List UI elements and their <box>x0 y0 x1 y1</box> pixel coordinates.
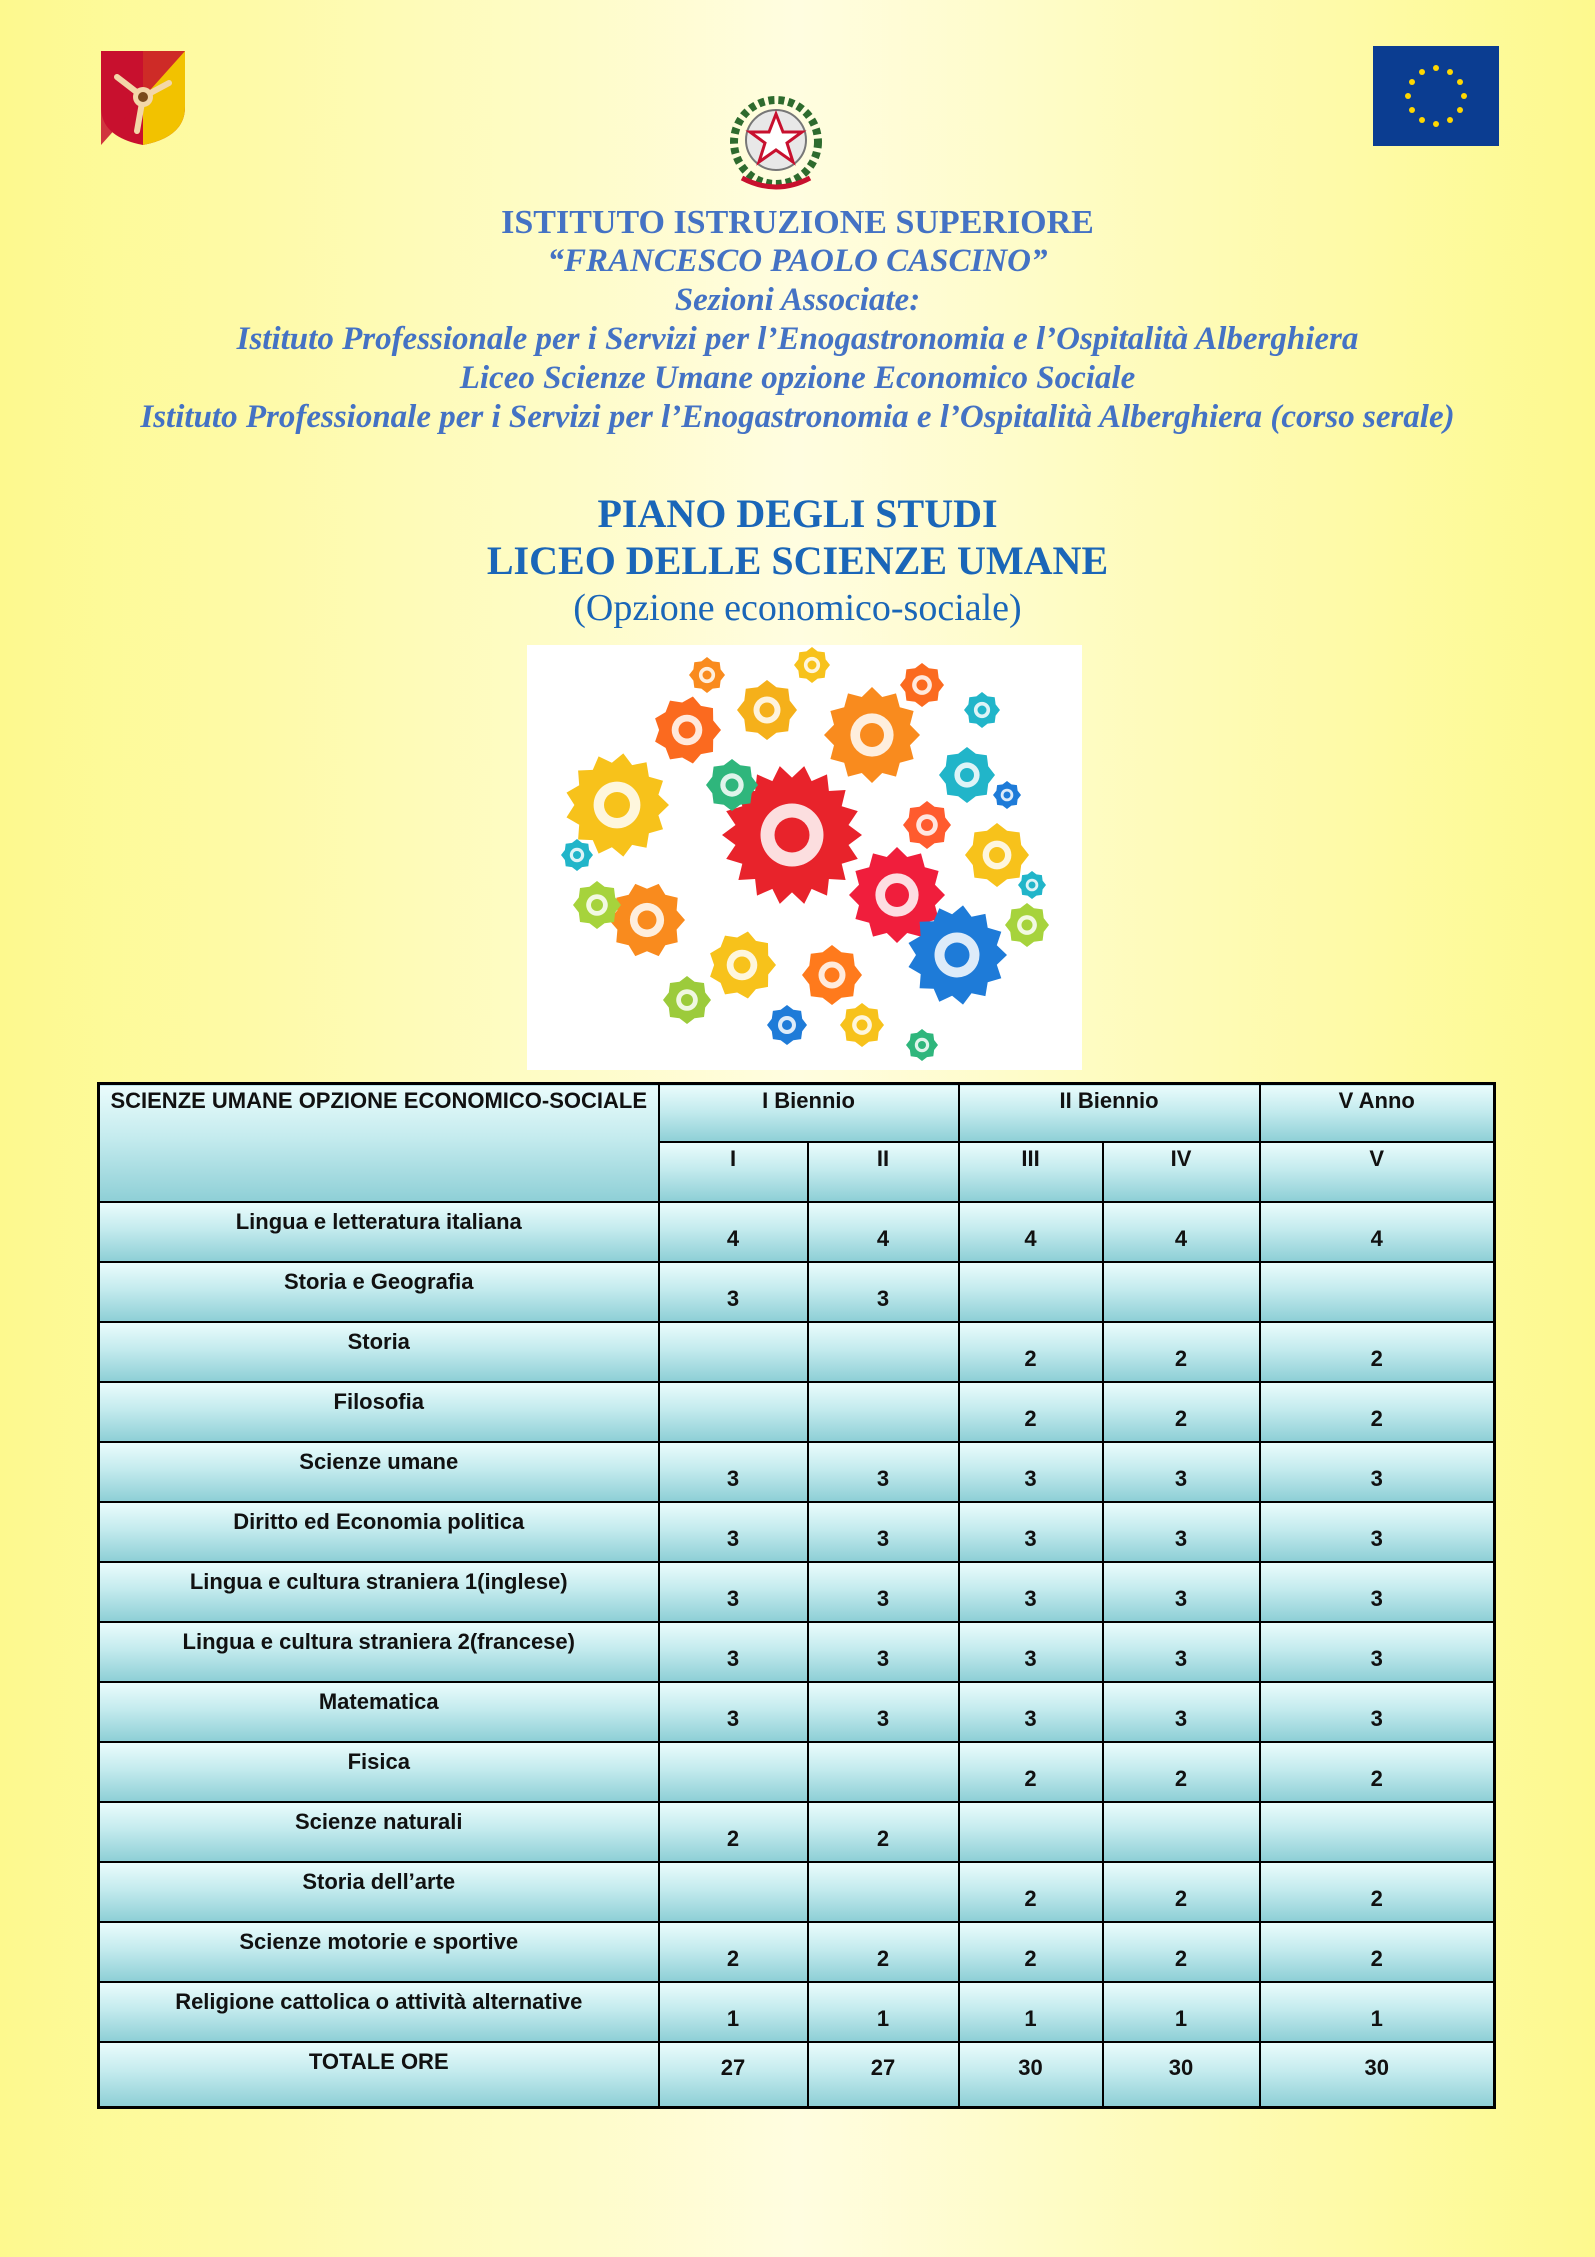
hours-cell: 2 <box>1103 1742 1260 1802</box>
table-row <box>99 1562 1495 1622</box>
sicily-region-logo-icon <box>97 47 189 147</box>
gear-center-icon <box>945 943 970 968</box>
gear-center-icon <box>1022 920 1033 931</box>
hours-cell: 3 <box>808 1502 959 1562</box>
hours-cell: 3 <box>959 1682 1103 1742</box>
gear-center-icon <box>921 819 933 831</box>
hours-cell: 1 <box>659 1982 808 2042</box>
section-hospitality-evening: Istituto Professionale per i Servizi per l’Enogastronomia e l’Ospitalità Alberghiera (corso serale) <box>140 399 1455 435</box>
hours-cell <box>808 1322 959 1382</box>
hours-cell: 2 <box>959 1922 1103 1982</box>
hours-cell: 3 <box>1260 1442 1495 1502</box>
table-row <box>99 1802 1495 1862</box>
title-line-2: LICEO DELLE SCIENZE UMANE <box>486 538 1109 583</box>
subject-name-cell: Scienze naturali <box>99 1802 659 1862</box>
hours-cell: 2 <box>659 1922 808 1982</box>
hours-cell: 3 <box>1260 1562 1495 1622</box>
table-row <box>99 1262 1495 1322</box>
hours-cell: 4 <box>808 1202 959 1262</box>
total-hours-cell: 30 <box>1260 2042 1495 2108</box>
gear-center-icon <box>679 722 696 739</box>
hours-cell: 2 <box>1260 1922 1495 1982</box>
hours-cell <box>959 1262 1103 1322</box>
hours-cell: 2 <box>959 1742 1103 1802</box>
hours-cell: 3 <box>808 1622 959 1682</box>
hours-cell: 3 <box>1260 1502 1495 1562</box>
table-row <box>99 1382 1495 1442</box>
hours-cell: 3 <box>1260 1622 1495 1682</box>
hours-cell: 2 <box>1103 1862 1260 1922</box>
hours-cell: 2 <box>1260 1742 1495 1802</box>
subject-name-cell: Scienze umane <box>99 1442 659 1502</box>
institute-name: ISTITUTO ISTRUZIONE SUPERIORE <box>501 204 1094 241</box>
gear-center-icon <box>760 703 775 718</box>
hours-cell: 2 <box>959 1382 1103 1442</box>
gear-center-icon <box>860 723 884 747</box>
hours-cell: 3 <box>808 1262 959 1322</box>
gear-center-icon <box>808 661 817 670</box>
hours-cell: 2 <box>1103 1382 1260 1442</box>
table-row <box>99 1682 1495 1742</box>
hours-cell <box>959 1802 1103 1862</box>
table-row <box>99 1202 1495 1262</box>
brain-gears-icon <box>527 645 1082 1070</box>
hours-cell: 4 <box>959 1202 1103 1262</box>
total-row <box>99 2042 1495 2108</box>
gear-center-icon <box>885 883 909 907</box>
table-row <box>99 1862 1495 1922</box>
subject-name-cell: Matematica <box>99 1682 659 1742</box>
hours-cell <box>1103 1802 1260 1862</box>
hours-cell: 2 <box>1103 1922 1260 1982</box>
group-header-first-biennium: I Biennio <box>659 1084 959 1142</box>
subject-name-cell: Lingua e cultura straniera 2(francese) <box>99 1622 659 1682</box>
total-label: TOTALE ORE <box>99 2042 659 2108</box>
hours-cell: 2 <box>808 1922 959 1982</box>
subject-name-cell: Storia <box>99 1322 659 1382</box>
hours-cell: 1 <box>959 1982 1103 2042</box>
hours-cell: 2 <box>1103 1322 1260 1382</box>
hours-cell: 3 <box>808 1442 959 1502</box>
document-title <box>0 490 1595 632</box>
gear-center-icon <box>775 818 810 853</box>
gear-center-icon <box>1029 882 1036 889</box>
hours-cell: 2 <box>959 1862 1103 1922</box>
hours-cell: 2 <box>659 1802 808 1862</box>
hours-cell: 3 <box>1103 1622 1260 1682</box>
gear-center-icon <box>857 1020 868 1031</box>
gear-center-icon <box>960 768 974 782</box>
subject-name-cell: Diritto ed Economia politica <box>99 1502 659 1562</box>
section-liceo: Liceo Scienze Umane opzione Economico Sociale <box>459 360 1136 396</box>
european-union-flag-icon <box>1373 46 1499 146</box>
hours-cell: 4 <box>659 1202 808 1262</box>
subject-name-cell: Fisica <box>99 1742 659 1802</box>
hours-cell: 3 <box>808 1682 959 1742</box>
table-row <box>99 1442 1495 1502</box>
gear-center-icon <box>681 994 693 1006</box>
hours-cell <box>1260 1802 1495 1862</box>
gear-center-icon <box>917 680 928 691</box>
hours-cell <box>1260 1262 1495 1322</box>
hours-cell <box>808 1742 959 1802</box>
year-header: V <box>1260 1142 1495 1202</box>
institute-dedication: “FRANCESCO PAOLO CASCINO” <box>547 243 1048 279</box>
subject-rows <box>99 1202 1495 2042</box>
hours-cell: 4 <box>1103 1202 1260 1262</box>
gear-center-icon <box>989 847 1005 863</box>
hours-cell <box>659 1862 808 1922</box>
subject-name-cell: Storia e Geografia <box>99 1262 659 1322</box>
gear-center-icon <box>604 792 630 818</box>
total-hours-cell: 27 <box>659 2042 808 2108</box>
hours-cell: 2 <box>1260 1862 1495 1922</box>
subject-name-cell: Lingua e letteratura italiana <box>99 1202 659 1262</box>
total-hours-cell: 30 <box>1103 2042 1260 2108</box>
hours-cell: 3 <box>659 1562 808 1622</box>
gear-center-icon <box>782 1020 792 1030</box>
hours-cell: 2 <box>1260 1322 1495 1382</box>
year-header: I <box>659 1142 808 1202</box>
hours-cell: 2 <box>959 1322 1103 1382</box>
total-hours-cell: 27 <box>808 2042 959 2108</box>
hours-cell: 3 <box>1103 1562 1260 1622</box>
hours-cell <box>808 1862 959 1922</box>
hours-cell: 3 <box>1103 1442 1260 1502</box>
subject-name-cell: Storia dell’arte <box>99 1862 659 1922</box>
section-hospitality: Istituto Professionale per i Servizi per l’Enogastronomia e l’Ospitalità Alberghiera <box>236 321 1359 357</box>
hours-cell: 1 <box>808 1982 959 2042</box>
hours-cell: 3 <box>659 1622 808 1682</box>
hours-cell: 3 <box>959 1562 1103 1622</box>
subject-name-cell: Lingua e cultura straniera 1(inglese) <box>99 1562 659 1622</box>
subject-name-cell: Religione cattolica o attività alternative <box>99 1982 659 2042</box>
hours-cell: 3 <box>659 1262 808 1322</box>
hours-cell <box>659 1322 808 1382</box>
gear-center-icon <box>978 706 987 715</box>
table-header-row <box>99 1084 1495 1142</box>
hours-cell: 4 <box>1260 1202 1495 1262</box>
year-header: III <box>959 1142 1103 1202</box>
table-row <box>99 1742 1495 1802</box>
title-line-1: PIANO DEGLI STUDI <box>597 491 998 536</box>
hours-cell: 3 <box>1103 1682 1260 1742</box>
hours-cell: 2 <box>1260 1382 1495 1442</box>
gear-center-icon <box>591 899 603 911</box>
group-header-fifth-year: V Anno <box>1260 1084 1495 1142</box>
table-row <box>99 1982 1495 2042</box>
gear-center-icon <box>726 779 739 792</box>
hours-cell <box>659 1742 808 1802</box>
gear-center-icon <box>638 911 657 930</box>
year-header: IV <box>1103 1142 1260 1202</box>
gear-center-icon <box>573 851 581 859</box>
total-hours-cell: 30 <box>959 2042 1103 2108</box>
hours-cell: 1 <box>1103 1982 1260 2042</box>
hours-cell: 3 <box>659 1442 808 1502</box>
table-row <box>99 1502 1495 1562</box>
table-row <box>99 1622 1495 1682</box>
brain-gears-illustration <box>527 645 1082 1070</box>
year-header: II <box>808 1142 959 1202</box>
gear-center-icon <box>918 1041 926 1049</box>
subject-column-header: SCIENZE UMANE OPZIONE ECONOMICO-SOCIALE <box>99 1084 659 1202</box>
table-row <box>99 1922 1495 1982</box>
gear-center-icon <box>1004 792 1011 799</box>
gear-center-icon <box>825 968 840 983</box>
hours-cell: 2 <box>808 1802 959 1862</box>
hours-cell: 3 <box>1103 1502 1260 1562</box>
table-row <box>99 1322 1495 1382</box>
hours-cell <box>808 1382 959 1442</box>
group-header-second-biennium: II Biennio <box>959 1084 1260 1142</box>
hours-cell: 1 <box>1260 1982 1495 2042</box>
subject-name-cell: Scienze motorie e sportive <box>99 1922 659 1982</box>
hours-cell: 3 <box>959 1442 1103 1502</box>
hours-cell: 3 <box>659 1502 808 1562</box>
gear-center-icon <box>734 957 751 974</box>
hours-cell <box>1103 1262 1260 1322</box>
hours-cell: 3 <box>659 1682 808 1742</box>
italian-republic-emblem-icon <box>722 92 830 196</box>
hours-cell: 3 <box>1260 1682 1495 1742</box>
title-line-3: (Opzione economico-sociale) <box>573 587 1022 629</box>
hours-cell: 3 <box>959 1502 1103 1562</box>
hours-cell: 3 <box>959 1622 1103 1682</box>
subject-name-cell: Filosofia <box>99 1382 659 1442</box>
associated-sections-label: Sezioni Associate: <box>674 282 921 318</box>
hours-cell <box>659 1382 808 1442</box>
study-plan-table <box>97 1082 1496 2109</box>
institute-header <box>0 204 1595 437</box>
hours-cell: 3 <box>808 1562 959 1622</box>
gear-center-icon <box>703 671 712 680</box>
